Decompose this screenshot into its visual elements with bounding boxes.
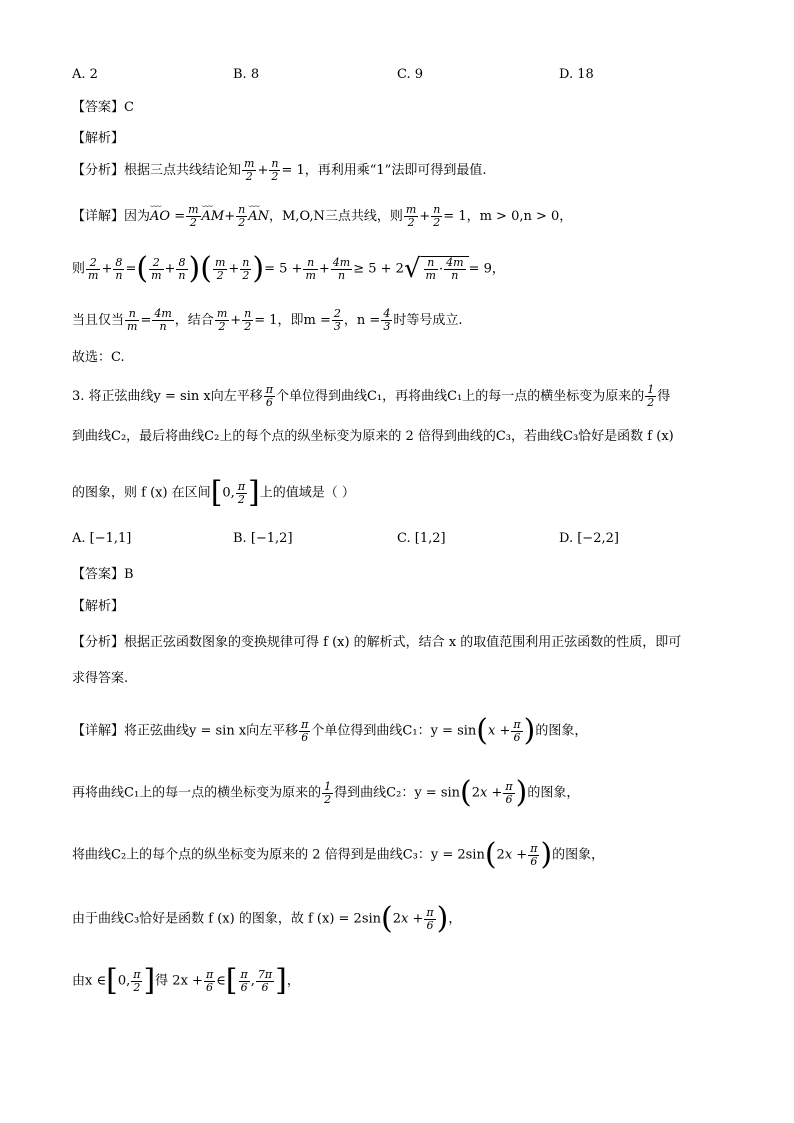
q2-option-b: B. 8 <box>233 67 260 82</box>
q2-option-d: D. 18 <box>559 67 594 82</box>
q3-stem-line3-a: 的图象，则 f (x) 在区间 <box>72 485 211 501</box>
frac-4m-n: $\frac{4m}{n}$ <box>154 307 172 333</box>
q3-detail-line5: 由x ∈[0, $\frac{\pi}{2}$ ]得 2x + $\frac{\pi}{6}$ ∈[ $\frac{\pi}{6}$ , $\frac{7\pi}{6}$ ]， <box>72 963 300 998</box>
frac-m-2: $\frac{m}{2}$ <box>214 255 226 282</box>
q3-d2-a: 再将曲线C₁上的每一点的横坐标变为原来的 <box>72 785 322 801</box>
q2-line3-tail: = 9， <box>468 261 505 277</box>
frac-pi-6: $\frac{\pi}{6}$ <box>505 779 513 806</box>
q3-stem-line3-b: 上的值域是（ ） <box>259 485 355 501</box>
q2-dangqie-e: 时等号成立. <box>393 313 463 328</box>
frac-n-2: $\frac{n}{2}$ <box>271 157 279 183</box>
q2-choose: 故选：C. <box>72 350 125 365</box>
frac-7pi-6: $\frac{7\pi}{6}$ <box>257 967 273 994</box>
q3-stem-c: 得 <box>657 389 671 404</box>
q2-option-c: C. 9 <box>397 67 424 82</box>
q2-dangqie-b: ，结合 <box>174 313 214 328</box>
sqrt-expression: $\frac{n}{m}$ · $\frac{4m}{n}$ <box>421 256 469 282</box>
q3-detail-line2: 再将曲线C₁上的每一点的横坐标变为原来的 $\frac{1}{2}$ 得到曲线C₂：y = sin(2x + $\frac{\pi}{6}$ )的图象， <box>72 775 580 810</box>
frac-pi-6: $\frac{\pi}{6}$ <box>426 905 434 932</box>
q3-detail-line1: 【详解】将正弦曲线y = sin x向左平移 $\frac{\pi}{6}$ 个单位得到曲线C₁：y = sin(x + $\frac{\pi}{6}$ )的图象， <box>72 713 588 748</box>
q3-d2-c: 的图象， <box>527 785 580 801</box>
q3-d2-b: 得到曲线C₂：y = sin <box>334 785 461 801</box>
frac-m-2: $\frac{m}{2}$ <box>244 157 255 183</box>
frac-n-2: $\frac{n}{2}$ <box>238 203 246 229</box>
frac-pi-6: $\frac{\pi}{6}$ <box>265 383 273 409</box>
q3-answer: 【答案】B <box>72 567 134 582</box>
q3-d5-b: 得 2x + <box>155 973 203 989</box>
q3-d4-a: 由于曲线C₃恰好是函数 f (x) 的图象，故 f (x) = 2sin <box>72 911 382 927</box>
frac-4-3: $\frac{4}{3}$ <box>383 307 391 333</box>
frac-pi-2: $\frac{\pi}{2}$ <box>237 479 246 506</box>
frac-pi-6: $\frac{\pi}{6}$ <box>205 967 214 994</box>
frac-pi-6: $\frac{\pi}{6}$ <box>513 717 521 744</box>
q3-analysis-label: 【解析】 <box>72 599 125 614</box>
frac-n-m: $\frac{n}{m}$ <box>127 307 138 333</box>
frac-n-2: $\frac{n}{2}$ <box>433 203 441 229</box>
q2-answer: 【答案】C <box>72 100 134 115</box>
frac-8-n: $\frac{8}{n}$ <box>115 255 123 282</box>
q2-option-a: A. 2 <box>72 67 98 82</box>
q3-d1-b: 个单位得到曲线C₁：y = sin <box>311 723 477 739</box>
q3-d5-c: ∈ <box>216 973 226 989</box>
frac-pi-6: $\frac{\pi}{6}$ <box>301 717 309 744</box>
vector-an: ⌣⌣⌣ AN <box>248 208 269 226</box>
frac-2-3: $\frac{2}{3}$ <box>333 307 341 333</box>
q2-dangqie-a: 当且仅当 <box>72 313 125 328</box>
q3-stem-b: 个单位得到曲线C₁，再将曲线C₁上的每一点的横坐标变为原来的 <box>275 389 645 404</box>
q3-d1-c: 的图象， <box>535 723 588 739</box>
q3-detail-line4: 由于曲线C₃恰好是函数 f (x) 的图象，故 f (x) = 2sin(2x + $\frac{\pi}{6}$ )， <box>72 901 462 936</box>
q3-detail-line3: 将曲线C₂上的每个点的纵坐标变为原来的 2 倍得到是曲线C₃：y = 2sin(2x + $\frac{\pi}{6}$ )的图象， <box>72 837 605 872</box>
q3-stem-line2: 到曲线C₂，最后将曲线C₂上的每个点的纵坐标变为原来的 2 倍得到曲线的C₃，若曲线C₃恰好是函数 f (x) <box>72 429 674 444</box>
q3-stem-line1 <box>72 384 670 409</box>
q2-inequality-line: 则 $\frac{2}{m}$ + $\frac{8}{n}$ =( $\frac{2}{m}$ + $\frac{8}{n}$ )( $\frac{m}{2}$ + $\frac{n}{2}$ )= 5 + $\frac{n}{m}$ + $\frac{4m}{n}$ ≥ 5 + 2√ $\frac{n}{m}$ · $\frac{4m}{n}$ = 9， <box>72 251 505 286</box>
q2-fenxi: 【分析】根据三点共线结论知 $\frac{m}{2}$ + $\frac{n}{2}$ = 1，再利用乘“1”法即可得到最值. <box>72 157 487 183</box>
q2-xiangjie-text-a: 【详解】因为 <box>72 209 151 224</box>
q2-fenxi-text-a: 【分析】根据三点共线结论知 <box>72 163 242 178</box>
q2-xiangjie-text-b: ，M,O,N三点共线，则 <box>269 209 403 224</box>
q3-d5-a: 由x ∈ <box>72 973 107 989</box>
frac-1-2: $\frac{1}{2}$ <box>647 383 655 409</box>
frac-m-2: $\frac{m}{2}$ <box>216 307 228 333</box>
q3-d4-b: ， <box>448 911 462 927</box>
frac-n-m: $\frac{n}{m}$ <box>305 255 316 282</box>
frac-1-2: $\frac{1}{2}$ <box>324 779 332 806</box>
frac-4m-n: $\frac{4m}{n}$ <box>332 255 351 282</box>
q3-option-a: A. [−1,1] <box>72 531 132 546</box>
q3-stem-line3: 的图象，则 f (x) 在区间[0, $\frac{\pi}{2}$ ]上的值域是（ ） <box>72 475 355 510</box>
frac-pi-6: $\frac{\pi}{6}$ <box>240 967 248 994</box>
q3-d3-b: 的图象， <box>552 847 605 863</box>
q2-analysis-label: 【解析】 <box>72 131 125 146</box>
vector-am: ⌣⌣⌣ AM <box>202 208 225 226</box>
q3-fenxi-line1: 【分析】根据正弦函数图象的变换规律可得 f (x) 的解析式，结合 x 的取值范围利用正弦函数的性质，即可 <box>72 635 682 650</box>
frac-m-2: $\frac{m}{2}$ <box>188 203 199 229</box>
q2-xiangjie: 【详解】因为⌣⌣⌣ AO = $\frac{m}{2}$ ⌣⌣⌣ AM+ $\frac{n}{2}$ ⌣⌣⌣ AN，M,O,N三点共线，则 $\frac{m}{2}$ + $\frac{n}{2}$ = 1，m > 0,n > 0， <box>72 204 572 229</box>
frac-8-n: $\frac{8}{n}$ <box>178 255 186 282</box>
frac-2-m: $\frac{2}{m}$ <box>88 255 99 282</box>
frac-m-2: $\frac{m}{2}$ <box>405 203 417 229</box>
q2-ze: 则 <box>72 261 86 277</box>
q2-fenxi-text-b: ，再利用乘“1”法即可得到最值. <box>304 163 487 178</box>
q2-dangqie-d: ，n = <box>343 313 381 328</box>
frac-pi-2: $\frac{\pi}{2}$ <box>133 967 141 994</box>
q3-stem-a: 3. 将正弦曲线y = sin x向左平移 <box>72 389 263 404</box>
vector-ao: ⌣⌣⌣ AO <box>150 208 170 226</box>
q3-fenxi-line2: 求得答案. <box>72 671 129 686</box>
q2-equality-line: 当且仅当 $\frac{n}{m}$ = $\frac{4m}{n}$ ，结合 $\frac{m}{2}$ + $\frac{n}{2}$ = 1，即m = $\frac{2}{3}$ ，n = $\frac{4}{3}$ 时等号成立. <box>72 307 463 333</box>
frac-n-2: $\frac{n}{2}$ <box>242 255 250 282</box>
q3-option-b: B. [−1,2] <box>233 531 293 546</box>
q3-option-c: C. [1,2] <box>397 531 446 546</box>
frac-n-2: $\frac{n}{2}$ <box>244 307 252 333</box>
frac-2-m: $\frac{2}{m}$ <box>151 255 162 282</box>
q3-option-d: D. [−2,2] <box>559 531 619 546</box>
q3-d1-a: 【详解】将正弦曲线y = sin x向左平移 <box>72 723 299 739</box>
q3-d3-a: 将曲线C₂上的每个点的纵坐标变为原来的 2 倍得到是曲线C₃：y = 2sin <box>72 847 485 863</box>
q2-dangqie-c: ，即m = <box>277 313 331 328</box>
q2-xiangjie-text-c: ，m > 0,n > 0， <box>466 209 573 224</box>
q3-d5-d: ， <box>286 973 300 989</box>
frac-pi-6: $\frac{\pi}{6}$ <box>530 841 538 868</box>
